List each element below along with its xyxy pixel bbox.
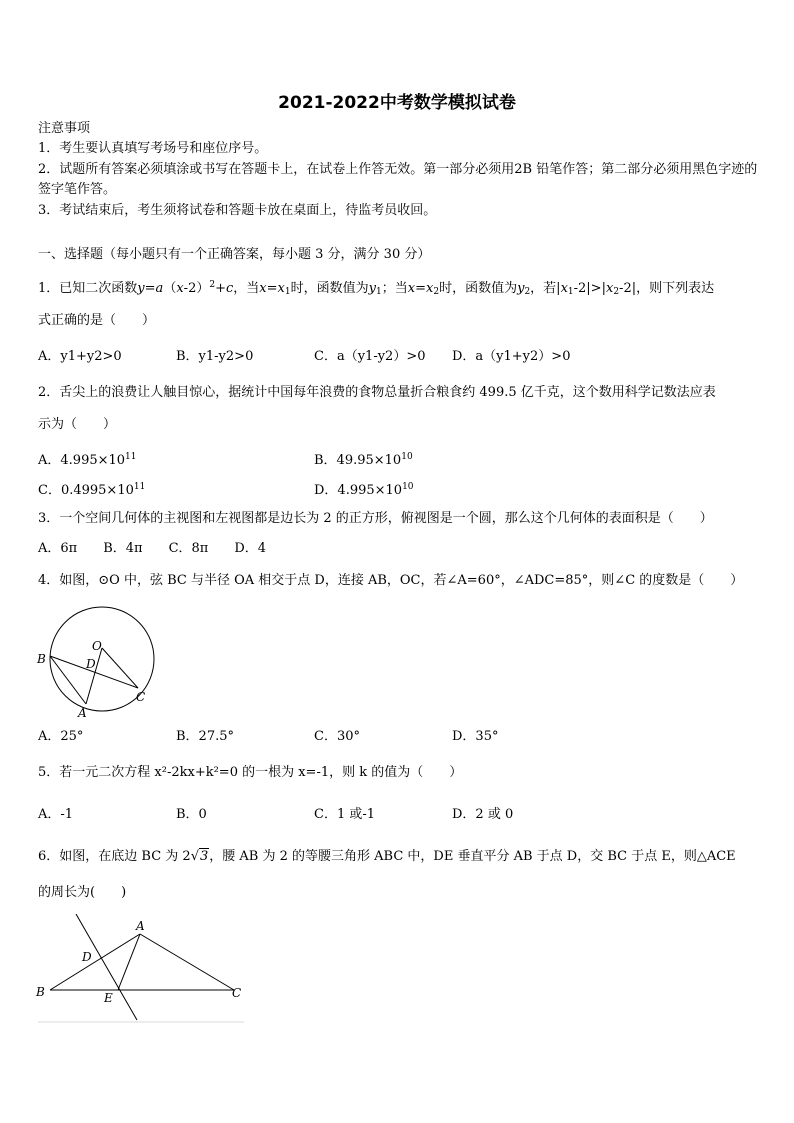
page-title: 2021-2022中考数学模拟试卷 [278, 93, 516, 113]
question-2-stem-cont: 示为（ ） [38, 417, 117, 432]
question-4-option-c[interactable]: C．30° [314, 729, 360, 744]
label-c: C [136, 690, 146, 704]
label-a: A [78, 706, 87, 720]
question-2-option-a[interactable]: A．$4.995\times 10^{11}$ [38, 452, 137, 468]
question-5-option-b[interactable]: B．0 [176, 807, 207, 822]
question-6-stem: 6．如图，在底边 BC 为 2√3，腰 AB 为 2 的等腰三角形 ABC 中，DE 垂直平分 AB 于点 D，交 BC 于点 E，则△ACE [38, 849, 736, 864]
question-3-options[interactable]: A．6π B．4π C．8π D．4 [38, 541, 267, 556]
label-d: D [82, 950, 92, 964]
question-1-option-a[interactable]: A．y1+y2>0 [38, 349, 122, 364]
question-1-option-b[interactable]: B．y1-y2>0 [176, 349, 254, 364]
section-heading: 一、选择题（每小题只有一个正确答案，每小题 3 分，满分 30 分） [38, 247, 431, 262]
question-6-figure [34, 914, 248, 1026]
notice-item-3: 3．考试结束后，考生须将试卷和答题卡放在桌面上，待监考员收回。 [38, 203, 437, 218]
notice-item-2: 2．试题所有答案必须填涂或书写在答题卡上，在试卷上作答无效。第一部分必须用2B 铅笔作答；第二部分必须用黑色字迹的签字笔作答。 [38, 162, 758, 197]
question-5-option-d[interactable]: D．2 或 0 [452, 807, 514, 822]
label-c: C [232, 986, 242, 1000]
label-d: D [86, 657, 96, 671]
question-4-figure [34, 596, 164, 722]
question-2-option-b[interactable]: B．$49.95\times 10^{10}$ [314, 452, 413, 468]
question-5-option-c[interactable]: C．1 或-1 [314, 807, 376, 822]
question-1-option-d[interactable]: D．a（y1+y2）>0 [452, 349, 571, 364]
question-1-stem: 1．已知二次函数$y=a(x-2)^2+c$，当$x=x_1$时，函数值为$y_1$；当$x=x_2$时，函数值为$y_2$，若$|x_1-2|>|x_2-2|$，则下列表达 [38, 280, 715, 297]
label-b: B [37, 652, 46, 666]
question-5-stem: 5．若一元二次方程 x²-2kx+k²=0 的一根为 x=-1，则 k 的值为（ ） [38, 765, 463, 780]
label-o: O [92, 639, 102, 653]
question-4-option-b[interactable]: B．27.5° [176, 729, 234, 744]
notice-item-1: 1．考生要认真填写考场号和座位序号。 [38, 141, 268, 156]
question-1-stem-cont: 式正确的是（ ） [38, 313, 156, 328]
side-ab [50, 934, 140, 990]
question-6-stem-cont: 的周长为( ) [38, 885, 127, 900]
question-4-option-a[interactable]: A．25° [38, 729, 84, 744]
label-a: A [136, 919, 145, 933]
label-e: E [104, 991, 113, 1005]
question-4-option-d[interactable]: D．35° [452, 729, 499, 744]
side-ac [140, 934, 234, 990]
sqrt-sign: √ [190, 849, 199, 864]
segment-ae [118, 934, 140, 990]
question-5-option-a[interactable]: A．-1 [38, 807, 74, 822]
question-2-option-d[interactable]: D．$4.995\times 10^{10}$ [314, 482, 414, 498]
question-2-stem: 2．舌尖上的浪费让人触目惊心，据统计中国每年浪费的食物总量折合粮食约 499.5 亿千克，这个数用科学记数法应表 [38, 385, 716, 400]
sqrt-radicand: 3 [199, 849, 209, 864]
question-3-stem: 3．一个空间几何体的主视图和左视图都是边长为 2 的正方形，俯视图是一个圆，那么这个几何体的表面积是（ ） [38, 511, 713, 526]
notice-heading: 注意事项 [38, 121, 91, 136]
label-b: B [36, 985, 45, 999]
question-4-stem: 4．如图，⊙O 中，弦 BC 与半径 OA 相交于点 D，连接 AB，OC，若∠A=60°，∠ADC=85°，则∠C 的度数是（ ） [38, 573, 744, 588]
segment-ab [50, 656, 86, 704]
radius-oc [102, 648, 138, 688]
question-2-option-c[interactable]: C．$0.4995\times 10^{11}$ [38, 482, 146, 498]
question-1-option-c[interactable]: C．a（y1-y2）>0 [314, 349, 426, 364]
